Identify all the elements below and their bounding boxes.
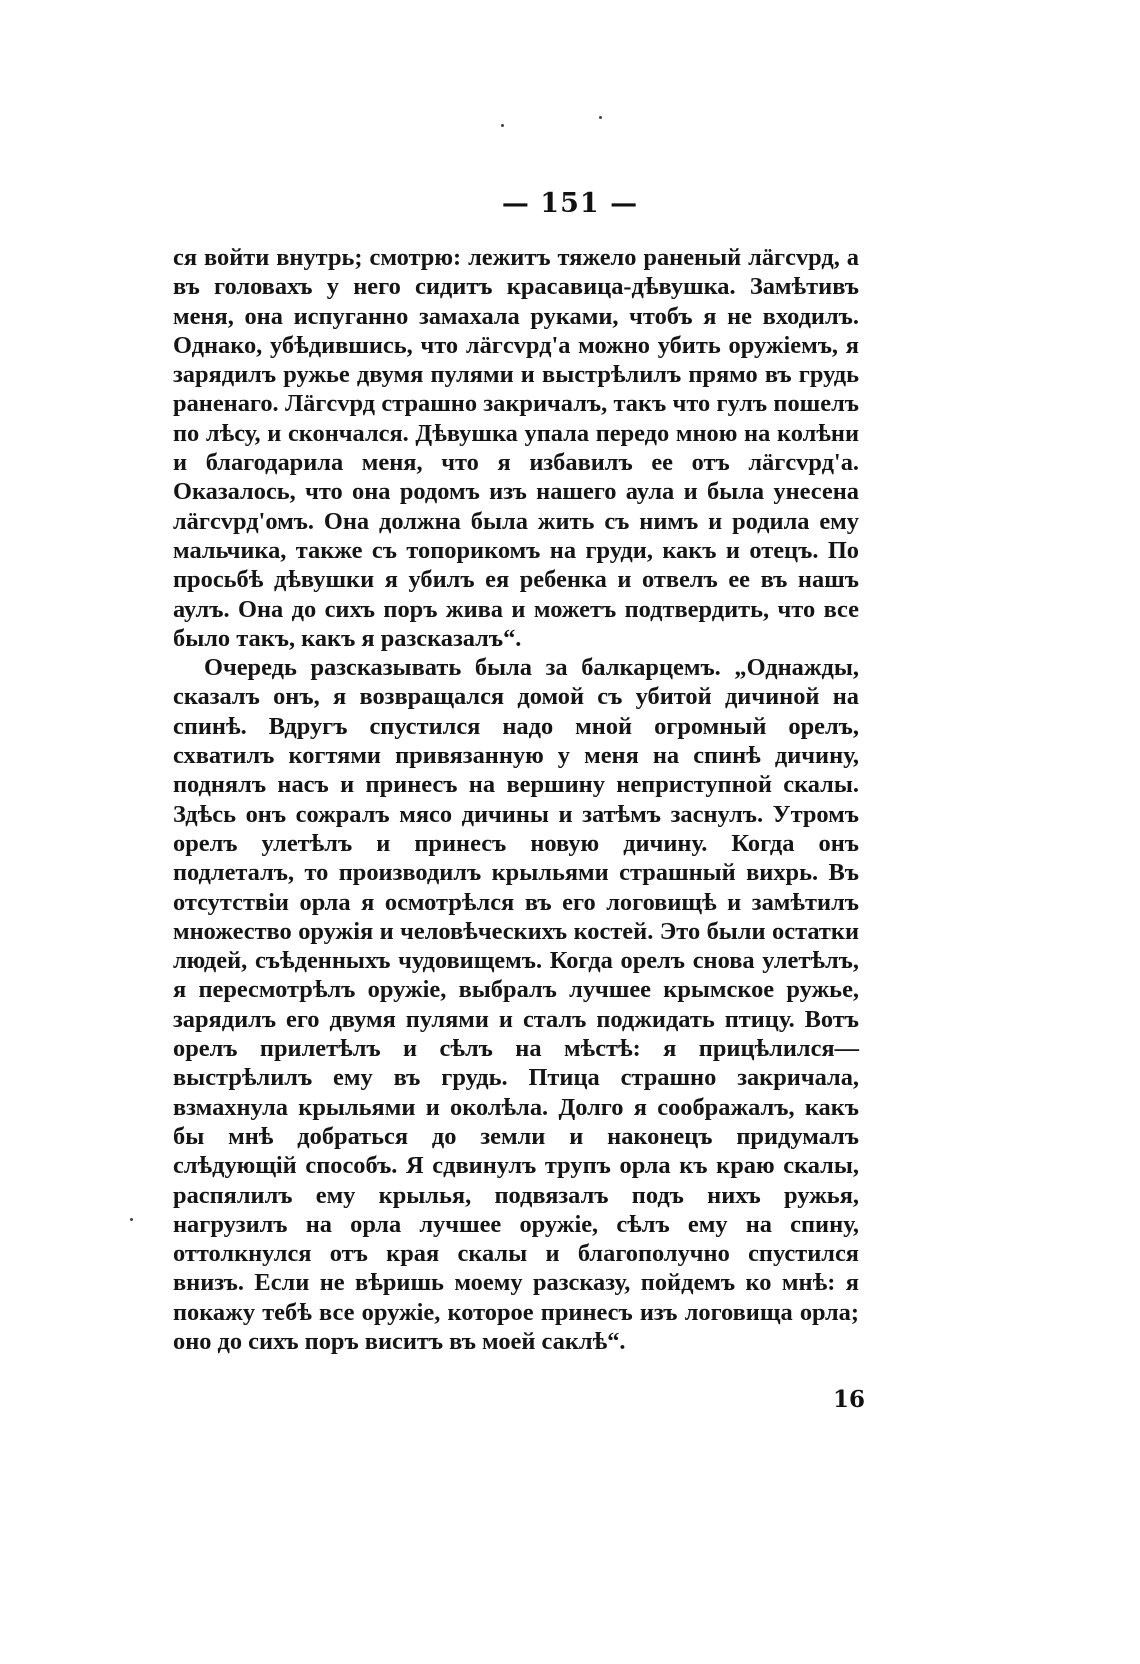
- body-text: [173, 243, 859, 1356]
- paragraph-1: ся войти внутрь; смотрю: лежитъ тяжело раненый лäгсvрд, а въ головахъ у него сидитъ красавица-дѣвушка. Замѣтивъ меня, она испуганно замахала руками, чтобъ я не входилъ. Однако, убѣдившись, что лäгсvрд'а можно убить оружіемъ, я зарядилъ ружье двумя пулями и выстрѣлилъ прямо въ грудь раненаго. Лäгсvрд страшно закричалъ, такъ что гулъ пошелъ по лѣсу, и скончался. Дѣвушка упала передо мною на колѣни и благодарила меня, что я избавилъ ее отъ лäгсvрд'а. Оказалось, что она родомъ изъ нашего аула и была унесена лäгсvрд'омъ. Она должна была жить съ нимъ и родила ему мальчика, также съ топорикомъ на груди, какъ и отецъ. По просьбѣ дѣвушки я убилъ ея ребенка и отвелъ ее въ нашъ аулъ. Она до сихъ поръ жива и можетъ подтвердить, что все было такъ, какъ я разсказалъ“.: [173, 244, 859, 652]
- signature-mark: 16: [833, 1386, 866, 1413]
- page-number: — 151 —: [501, 188, 639, 219]
- paragraph-2: Очередь разсказывать была за балкарцемъ. „Однажды, сказалъ онъ, я возвращался домой съ убитой дичиной на спинѣ. Вдругъ спустился надо мной огромный орелъ, схватилъ когтями привязанную у меня на спинѣ дичину, поднялъ насъ и принесъ на вершину неприступной скалы. Здѣсь онъ сожралъ мясо дичины и затѣмъ заснулъ. Утромъ орелъ улетѣлъ и принесъ новую дичину. Когда онъ подлеталъ, то производилъ крыльями страшный вихрь. Въ отсутствіи орла я осмотрѣлся въ его логовищѣ и замѣтилъ множество оружія и человѣческихъ костей. Это были остатки людей, съѣденныхъ чудовищемъ. Когда орелъ снова улетѣлъ, я пересмотрѣлъ оружіе, выбралъ лучшее крымское ружье, зарядилъ его двумя пулями и сталъ поджидать птицу. Вотъ орелъ прилетѣлъ и сѣлъ на мѣстѣ: я прицѣлился—выстрѣлилъ ему въ грудь. Птица страшно закричала, взмахнула крыльями и околѣла. Долго я соображалъ, какъ бы мнѣ добраться до земли и наконецъ придумалъ слѣдующій способъ. Я сдвинулъ трупъ орла къ краю скалы, распялилъ ему крылья, подвязалъ подъ нихъ ружья, нагрузилъ на орла лучшее оружіе, сѣлъ ему на спину, оттолкнулся отъ края скалы и благополучно спустился внизъ. Если не вѣришь моему разсказу, пойдемъ ко мнѣ: я покажу тебѣ все оружіе, которое принесъ изъ логовища орла; оно до сихъ поръ виситъ въ моей саклѣ“.: [173, 654, 859, 1355]
- print-speck: [130, 1218, 133, 1221]
- print-speck: [501, 124, 504, 127]
- print-speck: [599, 116, 602, 119]
